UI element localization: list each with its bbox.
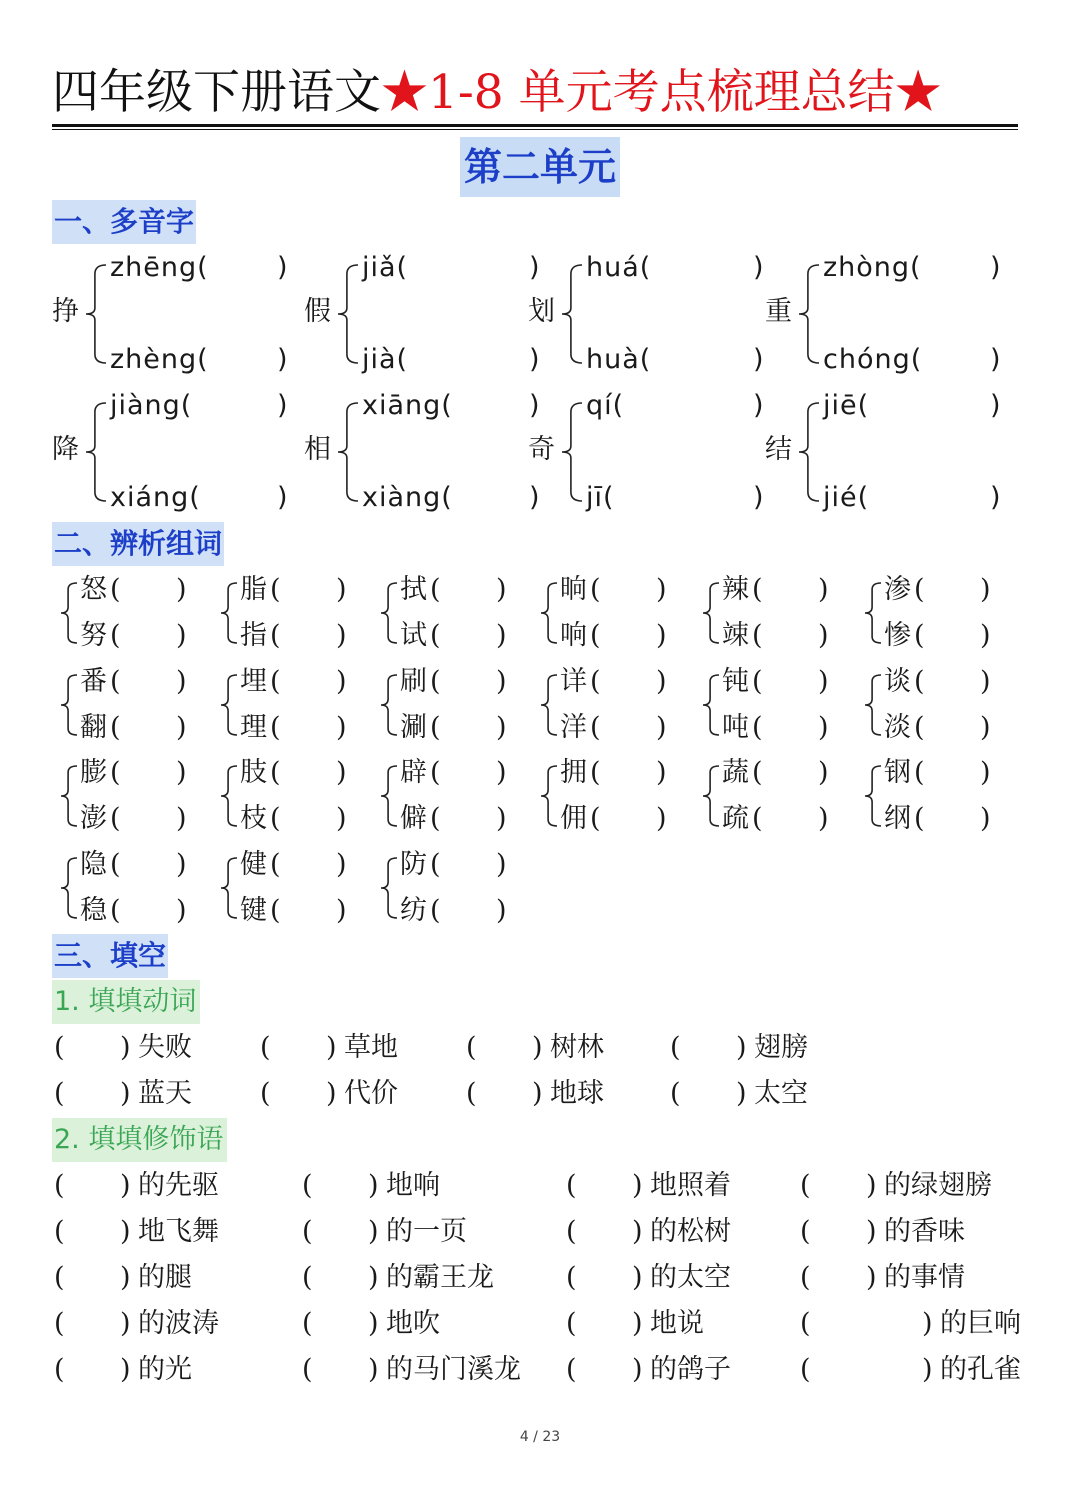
word-pair-brace [540, 582, 558, 644]
word-pair-bottom-char: 吨 [722, 712, 749, 743]
modifier-open-paren: ( [800, 1216, 811, 1247]
word-pair-bottom-char: 涮 [400, 712, 427, 743]
verb-open-paren: ( [466, 1032, 477, 1063]
verb-word: 草地 [344, 1032, 398, 1063]
pinyin-top: zhòng( [823, 252, 922, 283]
word-pair-bottom-close: ) [496, 895, 507, 926]
word-pair-top-char: 番 [80, 666, 107, 697]
word-pair-brace [220, 765, 238, 827]
pinyin-bottom: xiáng( [110, 482, 201, 513]
word-pair-brace [60, 857, 78, 919]
word-pair-bottom-char: 稳 [80, 895, 107, 926]
word-pair-bottom-char: 洋 [560, 712, 587, 743]
word-pair-top-close: ) [656, 757, 667, 788]
verb-open-paren: ( [54, 1032, 65, 1063]
word-pair-bottom-char: 淡 [884, 712, 911, 743]
modifier-word: 地吹 [386, 1308, 440, 1339]
word-pair-top-close: ) [496, 666, 507, 697]
word-pair-top-close: ) [176, 574, 187, 605]
verb-close-paren: ) [120, 1078, 131, 1109]
word-pair-bottom-char: 理 [240, 712, 267, 743]
word-pair-top-open: ( [270, 849, 281, 880]
modifier-word: 的事情 [884, 1262, 965, 1293]
pinyin-bottom-close: ) [753, 482, 765, 513]
modifier-open-paren: ( [302, 1308, 313, 1339]
word-pair-bottom-char: 惨 [884, 620, 911, 651]
word-pair-bottom-close: ) [336, 712, 347, 743]
verb-word: 翅膀 [754, 1032, 808, 1063]
word-pair-bottom-open: ( [914, 712, 925, 743]
polyphone-char: 结 [765, 434, 792, 465]
modifier-word: 的巨响 [940, 1308, 1021, 1339]
word-pair-brace [864, 582, 882, 644]
word-pair-bottom-open: ( [914, 803, 925, 834]
word-pair-bottom-close: ) [980, 803, 991, 834]
word-pair-brace [702, 674, 720, 736]
word-pair-top-open: ( [110, 849, 121, 880]
pinyin-top-close: ) [990, 252, 1002, 283]
pinyin-top: xiāng( [362, 390, 453, 421]
word-pair-top-open: ( [110, 574, 121, 605]
word-pair-bottom-close: ) [336, 803, 347, 834]
word-pair-bottom-open: ( [752, 620, 763, 651]
word-pair-top-open: ( [430, 574, 441, 605]
word-pair-bottom-open: ( [110, 712, 121, 743]
word-pair-brace [540, 674, 558, 736]
word-pair-bottom-close: ) [656, 712, 667, 743]
subheading-modifiers: 2. 填填修饰语 [52, 1118, 227, 1162]
pinyin-bottom: zhèng( [110, 344, 209, 375]
polyphone-char: 奇 [528, 434, 555, 465]
word-pair-top-open: ( [752, 666, 763, 697]
modifier-close-paren: ) [368, 1262, 379, 1293]
word-pair-brace [864, 765, 882, 827]
verb-word: 地球 [550, 1078, 604, 1109]
word-pair-top-open: ( [430, 757, 441, 788]
verb-close-paren: ) [736, 1078, 747, 1109]
modifier-close-paren: ) [120, 1354, 131, 1385]
word-pair-top-char: 肢 [240, 757, 267, 788]
modifier-close-paren: ) [922, 1354, 933, 1385]
modifier-close-paren: ) [120, 1170, 131, 1201]
modifier-open-paren: ( [800, 1262, 811, 1293]
modifier-close-paren: ) [632, 1262, 643, 1293]
word-pair-bottom-close: ) [656, 803, 667, 834]
word-pair-bottom-char: 翻 [80, 712, 107, 743]
word-pair-bottom-open: ( [590, 712, 601, 743]
word-pair-brace [864, 674, 882, 736]
word-pair-top-close: ) [818, 666, 829, 697]
word-pair-bottom-char: 纺 [400, 895, 427, 926]
unit-title: 第二单元 [460, 137, 620, 197]
modifier-word: 的波涛 [138, 1308, 219, 1339]
modifier-open-paren: ( [566, 1216, 577, 1247]
modifier-open-paren: ( [566, 1354, 577, 1385]
pinyin-top-close: ) [529, 252, 541, 283]
pinyin-bottom-close: ) [277, 482, 289, 513]
word-pair-top-open: ( [270, 574, 281, 605]
verb-close-paren: ) [326, 1032, 337, 1063]
modifier-open-paren: ( [566, 1308, 577, 1339]
word-pair-top-close: ) [336, 757, 347, 788]
word-pair-bottom-open: ( [430, 712, 441, 743]
word-pair-top-open: ( [752, 574, 763, 605]
verb-open-paren: ( [670, 1032, 681, 1063]
verb-word: 树林 [550, 1032, 604, 1063]
pinyin-top-close: ) [277, 252, 289, 283]
word-pair-bottom-open: ( [270, 803, 281, 834]
word-pair-bottom-close: ) [656, 620, 667, 651]
modifier-open-paren: ( [302, 1354, 313, 1385]
verb-open-paren: ( [260, 1078, 271, 1109]
word-pair-bottom-char: 竦 [722, 620, 749, 651]
polyphone-char: 假 [304, 296, 331, 327]
polyphone-brace [798, 402, 820, 502]
modifier-word: 的霸王龙 [386, 1262, 494, 1293]
word-pair-top-close: ) [336, 574, 347, 605]
pinyin-bottom: jī( [586, 482, 615, 513]
modifier-close-paren: ) [120, 1262, 131, 1293]
word-pair-bottom-char: 枝 [240, 803, 267, 834]
word-pair-bottom-open: ( [752, 803, 763, 834]
word-pair-top-close: ) [496, 849, 507, 880]
pinyin-bottom: jié( [823, 482, 870, 513]
word-pair-bottom-char: 僻 [400, 803, 427, 834]
word-pair-top-char: 埋 [240, 666, 267, 697]
polyphone-brace [85, 264, 107, 364]
page-title [52, 62, 1018, 124]
word-pair-top-char: 拥 [560, 757, 587, 788]
word-pair-top-char: 辟 [400, 757, 427, 788]
modifier-word: 的鸽子 [650, 1354, 731, 1385]
polyphone-brace [798, 264, 820, 364]
modifier-close-paren: ) [866, 1170, 877, 1201]
word-pair-bottom-close: ) [818, 712, 829, 743]
pinyin-top-close: ) [529, 390, 541, 421]
modifier-close-paren: ) [368, 1170, 379, 1201]
polyphone-brace [337, 402, 359, 502]
pinyin-top: jiē( [823, 390, 870, 421]
pinyin-bottom: huà( [586, 344, 652, 375]
word-pair-bottom-open: ( [430, 895, 441, 926]
word-pair-bottom-char: 努 [80, 620, 107, 651]
word-pair-top-char: 膨 [80, 757, 107, 788]
word-pair-bottom-close: ) [176, 620, 187, 651]
pinyin-bottom: chóng( [823, 344, 923, 375]
verb-close-paren: ) [120, 1032, 131, 1063]
pinyin-top: zhēng( [110, 252, 209, 283]
word-pair-brace [60, 765, 78, 827]
modifier-open-paren: ( [566, 1170, 577, 1201]
polyphone-brace [561, 402, 583, 502]
word-pair-top-open: ( [752, 757, 763, 788]
word-pair-top-char: 蔬 [722, 757, 749, 788]
word-pair-top-close: ) [656, 666, 667, 697]
word-pair-bottom-open: ( [430, 803, 441, 834]
word-pair-top-close: ) [336, 849, 347, 880]
word-pair-bottom-close: ) [980, 712, 991, 743]
pinyin-top-close: ) [277, 390, 289, 421]
word-pair-bottom-close: ) [176, 895, 187, 926]
word-pair-top-close: ) [980, 757, 991, 788]
word-pair-bottom-char: 指 [240, 620, 267, 651]
verb-close-paren: ) [532, 1032, 543, 1063]
word-pair-top-char: 脂 [240, 574, 267, 605]
title-main: 四年级下册语文 [52, 65, 381, 120]
pinyin-top: jiàng( [110, 390, 193, 421]
verb-word: 失败 [138, 1032, 192, 1063]
pinyin-bottom-close: ) [753, 344, 765, 375]
pinyin-bottom-close: ) [277, 344, 289, 375]
modifier-close-paren: ) [922, 1308, 933, 1339]
word-pair-bottom-char: 澎 [80, 803, 107, 834]
word-pair-top-char: 钝 [722, 666, 749, 697]
polyphone-brace [85, 402, 107, 502]
word-pair-top-close: ) [980, 574, 991, 605]
word-pair-top-char: 拭 [400, 574, 427, 605]
title-star-left: ★ [381, 65, 428, 120]
verb-close-paren: ) [736, 1032, 747, 1063]
word-pair-bottom-open: ( [590, 620, 601, 651]
word-pair-top-char: 健 [240, 849, 267, 880]
word-pair-top-char: 渗 [884, 574, 911, 605]
modifier-word: 的马门溪龙 [386, 1354, 521, 1385]
word-pair-brace [220, 674, 238, 736]
modifier-close-paren: ) [368, 1308, 379, 1339]
verb-word: 蓝天 [138, 1078, 192, 1109]
word-pair-top-open: ( [590, 757, 601, 788]
word-pair-top-char: 谈 [884, 666, 911, 697]
verb-word: 太空 [754, 1078, 808, 1109]
modifier-open-paren: ( [302, 1262, 313, 1293]
pinyin-bottom-close: ) [990, 482, 1002, 513]
verb-close-paren: ) [532, 1078, 543, 1109]
word-pair-brace [380, 765, 398, 827]
polyphone-char: 划 [528, 296, 555, 327]
word-pair-bottom-char: 键 [240, 895, 267, 926]
word-pair-top-close: ) [656, 574, 667, 605]
word-pair-bottom-char: 试 [400, 620, 427, 651]
modifier-open-paren: ( [800, 1354, 811, 1385]
modifier-open-paren: ( [800, 1170, 811, 1201]
modifier-close-paren: ) [632, 1216, 643, 1247]
word-pair-top-close: ) [176, 757, 187, 788]
modifier-word: 的孔雀 [940, 1354, 1021, 1385]
word-pair-top-close: ) [980, 666, 991, 697]
word-pair-top-close: ) [818, 757, 829, 788]
polyphone-char: 降 [52, 434, 79, 465]
verb-word: 代价 [344, 1078, 398, 1109]
modifier-word: 的香味 [884, 1216, 965, 1247]
modifier-close-paren: ) [866, 1216, 877, 1247]
polyphone-char: 挣 [52, 296, 79, 327]
word-pair-bottom-open: ( [110, 620, 121, 651]
modifier-open-paren: ( [54, 1216, 65, 1247]
word-pair-top-close: ) [176, 849, 187, 880]
polyphone-brace [337, 264, 359, 364]
word-pair-bottom-close: ) [496, 712, 507, 743]
word-pair-bottom-char: 疏 [722, 803, 749, 834]
title-highlight: 1-8 单元考点梳理总结 [428, 65, 895, 120]
word-pair-brace [380, 582, 398, 644]
word-pair-bottom-close: ) [496, 620, 507, 651]
modifier-word: 的光 [138, 1354, 192, 1385]
word-pair-brace [60, 582, 78, 644]
pinyin-bottom: jià( [362, 344, 409, 375]
modifier-close-paren: ) [866, 1262, 877, 1293]
word-pair-bottom-close: ) [176, 712, 187, 743]
pinyin-bottom-close: ) [529, 482, 541, 513]
word-pair-top-close: ) [496, 574, 507, 605]
pinyin-top-close: ) [753, 252, 765, 283]
modifier-open-paren: ( [800, 1308, 811, 1339]
verb-open-paren: ( [260, 1032, 271, 1063]
pinyin-bottom-close: ) [529, 344, 541, 375]
word-pair-brace [220, 582, 238, 644]
word-pair-top-open: ( [914, 574, 925, 605]
subheading-verbs: 1. 填填动词 [52, 980, 200, 1024]
word-pair-brace [220, 857, 238, 919]
word-pair-bottom-open: ( [270, 895, 281, 926]
word-pair-bottom-close: ) [336, 620, 347, 651]
word-pair-top-open: ( [270, 666, 281, 697]
section-heading-fill-blank: 三、填空 [52, 934, 168, 978]
word-pair-bottom-open: ( [590, 803, 601, 834]
modifier-word: 地照着 [650, 1170, 731, 1201]
pinyin-bottom: xiàng( [362, 482, 453, 513]
modifier-word: 的先驱 [138, 1170, 219, 1201]
polyphone-char: 相 [304, 434, 331, 465]
word-pair-top-open: ( [430, 849, 441, 880]
verb-open-paren: ( [54, 1078, 65, 1109]
title-star-right: ★ [894, 65, 942, 120]
modifier-open-paren: ( [54, 1308, 65, 1339]
word-pair-brace [540, 765, 558, 827]
title-underline-thin [52, 129, 1018, 130]
modifier-close-paren: ) [120, 1308, 131, 1339]
modifier-open-paren: ( [54, 1170, 65, 1201]
modifier-word: 地响 [386, 1170, 440, 1201]
pinyin-top: qí( [586, 390, 625, 421]
pinyin-top: jiǎ( [362, 252, 409, 283]
pinyin-top: huá( [586, 252, 652, 283]
word-pair-top-open: ( [110, 757, 121, 788]
word-pair-bottom-char: 纲 [884, 803, 911, 834]
pinyin-bottom-close: ) [990, 344, 1002, 375]
word-pair-top-open: ( [590, 666, 601, 697]
modifier-close-paren: ) [632, 1354, 643, 1385]
word-pair-top-char: 怒 [80, 574, 107, 605]
word-pair-top-char: 防 [400, 849, 427, 880]
modifier-word: 的太空 [650, 1262, 731, 1293]
modifier-word: 的绿翅膀 [884, 1170, 992, 1201]
word-pair-top-open: ( [914, 757, 925, 788]
word-pair-bottom-open: ( [914, 620, 925, 651]
word-pair-top-char: 刷 [400, 666, 427, 697]
word-pair-brace [702, 582, 720, 644]
word-pair-top-char: 隐 [80, 849, 107, 880]
word-pair-top-char: 晌 [560, 574, 587, 605]
verb-open-paren: ( [670, 1078, 681, 1109]
word-pair-bottom-open: ( [110, 803, 121, 834]
word-pair-top-open: ( [110, 666, 121, 697]
word-pair-bottom-close: ) [818, 620, 829, 651]
title-underline-thick [52, 124, 1018, 127]
modifier-open-paren: ( [566, 1262, 577, 1293]
word-pair-top-char: 辣 [722, 574, 749, 605]
modifier-open-paren: ( [302, 1216, 313, 1247]
modifier-close-paren: ) [368, 1216, 379, 1247]
modifier-close-paren: ) [368, 1354, 379, 1385]
word-pair-top-close: ) [176, 666, 187, 697]
word-pair-bottom-open: ( [270, 620, 281, 651]
word-pair-bottom-char: 佣 [560, 803, 587, 834]
word-pair-top-open: ( [270, 757, 281, 788]
modifier-word: 的腿 [138, 1262, 192, 1293]
word-pair-top-close: ) [496, 757, 507, 788]
word-pair-top-open: ( [914, 666, 925, 697]
section-heading-polyphones: 一、多音字 [52, 200, 196, 244]
word-pair-brace [380, 857, 398, 919]
word-pair-brace [380, 674, 398, 736]
modifier-close-paren: ) [632, 1170, 643, 1201]
modifier-close-paren: ) [120, 1216, 131, 1247]
modifier-open-paren: ( [54, 1354, 65, 1385]
word-pair-bottom-close: ) [176, 803, 187, 834]
word-pair-brace [702, 765, 720, 827]
word-pair-bottom-char: 响 [560, 620, 587, 651]
modifier-open-paren: ( [302, 1170, 313, 1201]
word-pair-top-open: ( [430, 666, 441, 697]
page-number: 4 / 23 [519, 1429, 561, 1445]
modifier-word: 地说 [650, 1308, 704, 1339]
modifier-word: 的一页 [386, 1216, 467, 1247]
modifier-open-paren: ( [54, 1262, 65, 1293]
word-pair-bottom-open: ( [270, 712, 281, 743]
word-pair-bottom-close: ) [818, 803, 829, 834]
section-heading-word-pairs: 二、辨析组词 [52, 522, 224, 566]
word-pair-top-open: ( [590, 574, 601, 605]
modifier-word: 地飞舞 [138, 1216, 219, 1247]
word-pair-top-close: ) [336, 666, 347, 697]
verb-open-paren: ( [466, 1078, 477, 1109]
polyphone-brace [561, 264, 583, 364]
polyphone-char: 重 [765, 296, 792, 327]
pinyin-top-close: ) [753, 390, 765, 421]
modifier-word: 的松树 [650, 1216, 731, 1247]
word-pair-bottom-open: ( [752, 712, 763, 743]
word-pair-top-char: 详 [560, 666, 587, 697]
modifier-close-paren: ) [632, 1308, 643, 1339]
word-pair-bottom-open: ( [110, 895, 121, 926]
word-pair-bottom-close: ) [496, 803, 507, 834]
word-pair-brace [60, 674, 78, 736]
word-pair-bottom-close: ) [980, 620, 991, 651]
verb-close-paren: ) [326, 1078, 337, 1109]
word-pair-bottom-open: ( [430, 620, 441, 651]
pinyin-top-close: ) [990, 390, 1002, 421]
word-pair-top-close: ) [818, 574, 829, 605]
word-pair-bottom-close: ) [336, 895, 347, 926]
word-pair-top-char: 钢 [884, 757, 911, 788]
